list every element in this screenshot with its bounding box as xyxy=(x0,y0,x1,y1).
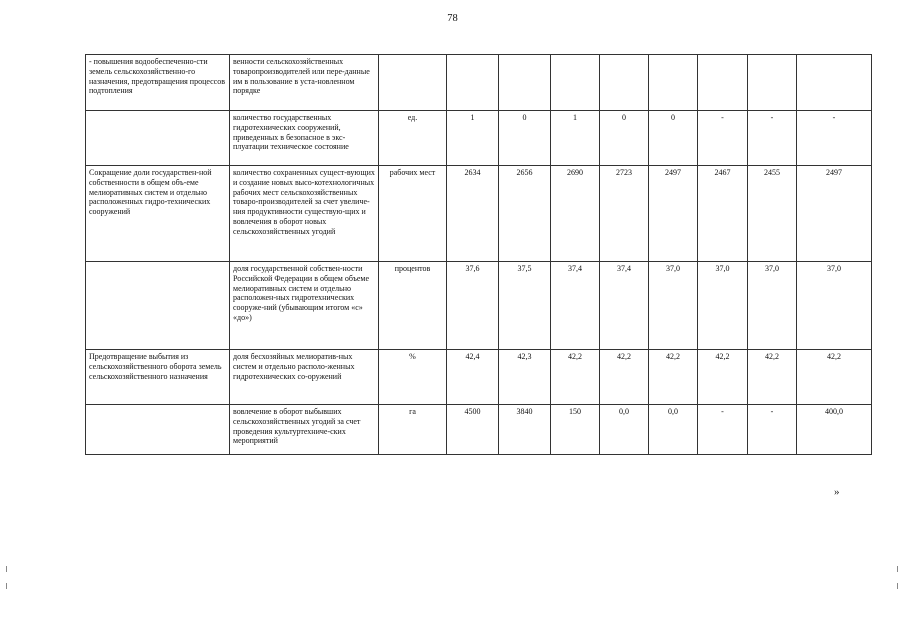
value-cell: 2690 xyxy=(551,166,600,262)
value-cell: 1 xyxy=(551,111,600,166)
unit-cell: % xyxy=(379,350,447,405)
value-cell: 37,5 xyxy=(499,262,551,350)
value-cell: 42,2 xyxy=(797,350,872,405)
indicator-cell: венности сельскохозяйственных товаропроизводителей или пере-данные им в пользование в уста-новленном порядке xyxy=(230,55,379,111)
indicator-cell: вовлечение в оборот выбывших сельскохозяйственных угодий за счет проведения культуртехниче-ских мероприятий xyxy=(230,405,379,455)
value-cell: - xyxy=(698,111,748,166)
value-cell: 0 xyxy=(649,111,698,166)
goal-cell xyxy=(86,405,230,455)
value-cell: 150 xyxy=(551,405,600,455)
page-number: 78 xyxy=(447,13,458,24)
indicator-cell: доля государственной собствен-ности Российской Федерации в общем объеме мелиоративных систем и отдельно расположен-ных гидротехнических сооруже-ний (убывающим итогом «с» «до») xyxy=(230,262,379,350)
value-cell: 0,0 xyxy=(649,405,698,455)
value-cell: 0,0 xyxy=(600,405,649,455)
unit-cell: га xyxy=(379,405,447,455)
indicator-cell: доля бесхозяйных мелиоратив-ных систем и отдельно располо-женных гидротехнических со-оружений xyxy=(230,350,379,405)
table-row xyxy=(86,262,872,350)
value-cell: - xyxy=(698,405,748,455)
value-cell: 2497 xyxy=(649,166,698,262)
value-cell: 42,2 xyxy=(551,350,600,405)
value-cell: 42,2 xyxy=(649,350,698,405)
value-cell xyxy=(649,55,698,111)
table-row xyxy=(86,166,872,262)
value-cell: 37,0 xyxy=(797,262,872,350)
goal-cell xyxy=(86,111,230,166)
unit-cell xyxy=(379,55,447,111)
continuation-mark: » xyxy=(834,486,840,498)
value-cell: 2467 xyxy=(698,166,748,262)
unit-cell: ед. xyxy=(379,111,447,166)
right-edge-mark xyxy=(897,566,898,572)
goal-cell xyxy=(86,262,230,350)
value-cell: 37,0 xyxy=(748,262,797,350)
table-row xyxy=(86,405,872,455)
value-cell: 2634 xyxy=(447,166,499,262)
value-cell: 3840 xyxy=(499,405,551,455)
unit-cell: процентов xyxy=(379,262,447,350)
value-cell: 1 xyxy=(447,111,499,166)
right-edge-mark xyxy=(897,583,898,589)
value-cell: 37,0 xyxy=(649,262,698,350)
value-cell: 2497 xyxy=(797,166,872,262)
left-edge-mark xyxy=(6,566,7,572)
value-cell xyxy=(797,55,872,111)
value-cell: - xyxy=(748,405,797,455)
indicator-cell: количество сохраненных сущест-вующих и создание новых высо-котехнологичных рабочих мест сельскохозяйственных товаро-производителей за счет увеличе-ния продуктивности существую-щих и вовлечения в оборот новых сельскохозяйственных угодий xyxy=(230,166,379,262)
value-cell: 2656 xyxy=(499,166,551,262)
value-cell xyxy=(447,55,499,111)
value-cell: 0 xyxy=(499,111,551,166)
indicators-table xyxy=(85,54,872,455)
value-cell: - xyxy=(748,111,797,166)
value-cell: 42,2 xyxy=(698,350,748,405)
value-cell: 37,6 xyxy=(447,262,499,350)
value-cell: 37,0 xyxy=(698,262,748,350)
value-cell xyxy=(698,55,748,111)
value-cell xyxy=(600,55,649,111)
value-cell: - xyxy=(797,111,872,166)
value-cell: 42,2 xyxy=(748,350,797,405)
value-cell xyxy=(551,55,600,111)
goal-cell: Предотвращение выбытия из сельскохозяйственного оборота земель сельскохозяйственного назначения xyxy=(86,350,230,405)
value-cell: 400,0 xyxy=(797,405,872,455)
indicator-cell: количество государственных гидротехнических сооружений, приведенных в безопасное в экс-плуатации техническое состояние xyxy=(230,111,379,166)
table-row xyxy=(86,55,872,111)
value-cell: 4500 xyxy=(447,405,499,455)
value-cell: 42,4 xyxy=(447,350,499,405)
unit-cell: рабочих мест xyxy=(379,166,447,262)
value-cell: 0 xyxy=(600,111,649,166)
goal-cell: Сокращение доли государствен-ной собственности в общем объ-еме мелиоративных систем и отдельно расположенных гидро-технических сооружений xyxy=(86,166,230,262)
left-edge-mark xyxy=(6,583,7,589)
table-row xyxy=(86,111,872,166)
table-row xyxy=(86,350,872,405)
value-cell: 37,4 xyxy=(600,262,649,350)
value-cell xyxy=(748,55,797,111)
value-cell: 2455 xyxy=(748,166,797,262)
goal-cell: - повышения водообеспеченно-сти земель сельскохозяйственно-го назначения, предотвращения процессов подтопления xyxy=(86,55,230,111)
value-cell: 42,2 xyxy=(600,350,649,405)
value-cell xyxy=(499,55,551,111)
value-cell: 37,4 xyxy=(551,262,600,350)
value-cell: 42,3 xyxy=(499,350,551,405)
value-cell: 2723 xyxy=(600,166,649,262)
